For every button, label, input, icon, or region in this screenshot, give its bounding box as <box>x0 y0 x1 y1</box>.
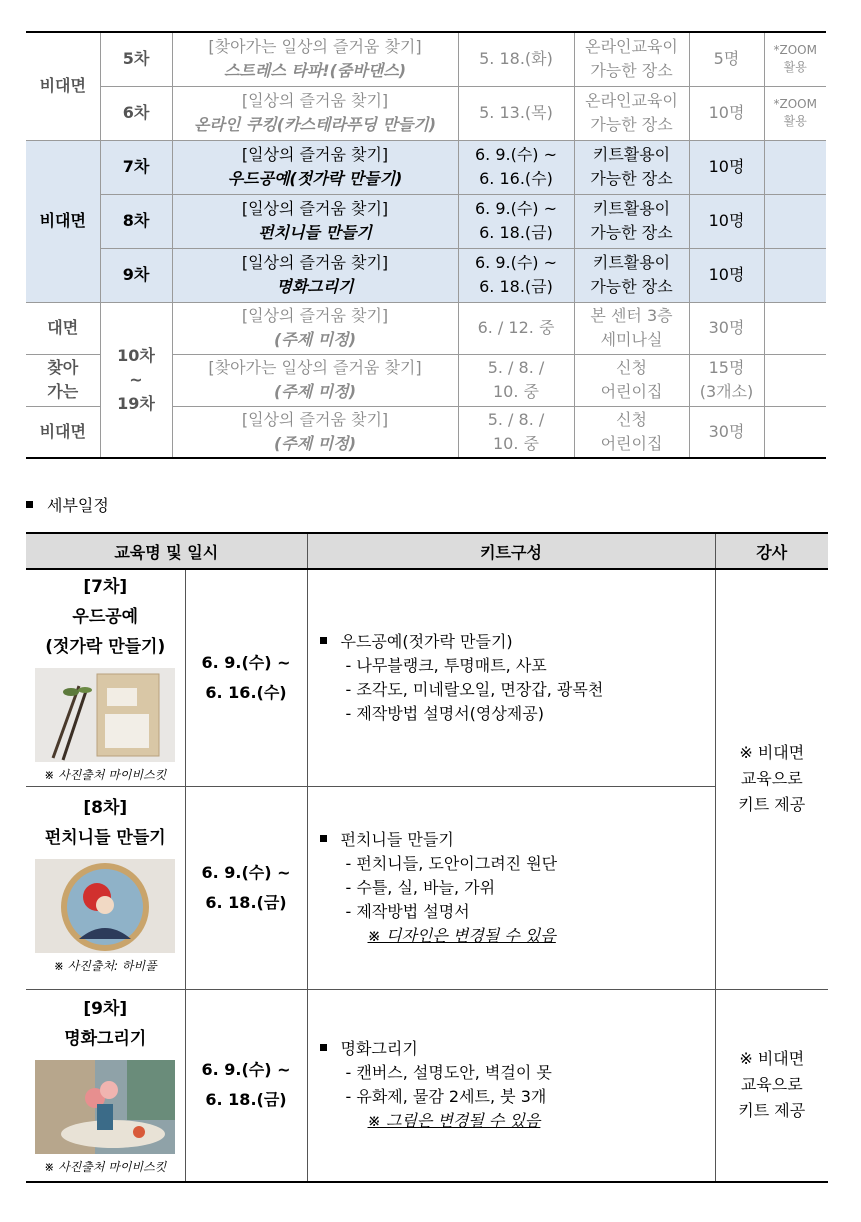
kit-note: ※ 그림은 변경될 수 있음 <box>367 1111 541 1131</box>
kit-head: 우드공예(젓가락 만들기) <box>320 630 713 654</box>
count-label: 5명 <box>713 49 740 69</box>
date-line: 5. / 8. / <box>487 358 545 377</box>
mode-cell <box>26 406 100 458</box>
note-cell <box>764 32 826 86</box>
punch-needle-kit-photo <box>35 859 175 953</box>
course-cell <box>26 786 185 989</box>
place-cell <box>574 302 689 354</box>
count-label: 15명 <box>708 358 745 377</box>
kit-cell <box>307 569 715 786</box>
date-line: 10. 중 <box>493 433 539 453</box>
mode-label: 비대면 <box>39 421 86 441</box>
place-line: 어린이집 <box>600 433 663 453</box>
photo-source: ※ 사진출처: 하비풀 <box>53 958 157 973</box>
course-name: 우드공예 <box>72 607 139 627</box>
title-cell <box>172 32 458 86</box>
date-line: 6. / 12. 중 <box>477 318 555 337</box>
note-cell <box>764 302 826 354</box>
date-line: 5. 13.(목) <box>479 103 553 122</box>
course-cell <box>26 989 185 1182</box>
title-main: 명화그리기 <box>276 277 354 296</box>
date-line: 6. 9.(수) ~ <box>474 145 558 164</box>
title-main: (주제 미정) <box>273 330 357 349</box>
instructor-line: 교육으로 <box>740 769 803 789</box>
round-cell <box>100 86 172 140</box>
painting-kit-photo <box>35 1060 175 1154</box>
title-main: 우드공예(젓가락 만들기) <box>227 169 403 188</box>
header-kit: 키트구성 <box>307 533 715 569</box>
date-cell <box>458 302 574 354</box>
date-cell <box>185 569 307 786</box>
title-top: [일상의 즐거움 찾기] <box>241 409 389 429</box>
date-cell <box>458 140 574 194</box>
mode-cell <box>26 32 100 140</box>
round-label: 7차 <box>122 157 150 176</box>
date-line: 6. 16.(수) <box>479 169 553 188</box>
round-cell <box>100 302 172 458</box>
round-label: ~ <box>129 369 143 389</box>
mode-cell <box>26 354 100 406</box>
title-main: 온라인 쿠킹(카스테라푸딩 만들기) <box>193 115 437 134</box>
date-cell <box>458 406 574 458</box>
title-top: [일상의 즐거움 찾기] <box>241 199 389 218</box>
schedule-row-7 <box>26 140 826 194</box>
round-cell <box>100 194 172 248</box>
date-line: 5. / 8. / <box>487 409 545 429</box>
place-cell <box>574 194 689 248</box>
note-line: *ZOOM <box>773 97 817 111</box>
count-label: 30명 <box>708 421 745 441</box>
place-line: 가능한 장소 <box>590 169 673 188</box>
note-line: *ZOOM <box>773 43 817 58</box>
date-line: 6. 9.(수) ~ <box>201 1060 291 1080</box>
detail-header-row <box>26 533 828 569</box>
photo-source: ※ 사진출처 마이비스킷 <box>44 1159 167 1174</box>
mode-cell <box>26 140 100 302</box>
title-cell <box>172 406 458 458</box>
kit-item: - 나무블랭크, 투명매트, 사포 <box>345 655 547 675</box>
note-cell <box>764 354 826 406</box>
place-line: 온라인교육이 <box>585 37 678 57</box>
kit-item: - 제작방법 설명서(영상제공) <box>345 703 544 723</box>
schedule-row-10 <box>26 302 826 354</box>
date-line: 6. 18.(금) <box>479 277 553 296</box>
place-line: 가능한 장소 <box>590 115 673 134</box>
title-cell <box>172 140 458 194</box>
kit-head: 명화그리기 <box>320 1037 713 1061</box>
count-cell <box>689 354 764 406</box>
title-top: [일상의 즐거움 찾기] <box>241 91 389 110</box>
note-cell <box>764 140 826 194</box>
schedule-row-6 <box>26 86 826 140</box>
header-instructor: 강사 <box>715 533 828 569</box>
count-cell <box>689 32 764 86</box>
date-cell <box>458 194 574 248</box>
count-label: 10명 <box>708 103 745 122</box>
date-cell <box>185 786 307 989</box>
instructor-line: 교육으로 <box>740 1075 803 1095</box>
place-line: 가능한 장소 <box>590 277 673 296</box>
course-round: [8차] <box>83 797 128 818</box>
title-top: [일상의 즐거움 찾기] <box>241 145 389 164</box>
kit-head: 펀치니들 만들기 <box>320 828 713 852</box>
kit-cell <box>307 989 715 1182</box>
title-cell <box>172 194 458 248</box>
kit-item: - 유화제, 물감 2세트, 붓 3개 <box>345 1087 547 1107</box>
course-name: (젓가락 만들기) <box>45 637 166 657</box>
place-line: 가능한 장소 <box>590 223 673 242</box>
schedule-row-9 <box>26 248 826 302</box>
schedule-table <box>26 31 826 459</box>
count-label: 10명 <box>708 157 745 176</box>
instructor-line: ※ 비대면 <box>739 1049 805 1069</box>
date-line: 6. 9.(수) ~ <box>201 652 291 672</box>
note-line: 활용 <box>783 60 807 75</box>
count-label: 10명 <box>708 211 745 230</box>
place-line: 신청 <box>616 409 647 429</box>
count-cell <box>689 248 764 302</box>
instructor-line: 키트 제공 <box>738 795 806 815</box>
note-cell <box>764 248 826 302</box>
place-line: 키트활용이 <box>592 199 671 218</box>
instructor-line: ※ 비대면 <box>739 743 805 763</box>
section-title: 세부일정 <box>47 496 109 515</box>
title-main: (주제 미정) <box>273 382 357 401</box>
date-line: 6. 9.(수) ~ <box>474 253 558 272</box>
place-cell <box>574 248 689 302</box>
round-label: 6차 <box>122 103 150 122</box>
count-cell <box>689 140 764 194</box>
schedule-row-8 <box>26 194 826 248</box>
detail-row-9 <box>26 989 828 1182</box>
count-label: 10명 <box>708 265 745 284</box>
count-label: 30명 <box>708 318 745 337</box>
mode-label: 비대면 <box>39 76 86 96</box>
wood-chopsticks-kit-photo <box>35 668 175 762</box>
title-main: 스트레스 타파!(줌바댄스) <box>223 61 407 81</box>
kit-item: - 조각도, 미네랄오일, 면장갑, 광목천 <box>345 679 604 699</box>
place-line: 어린이집 <box>600 382 663 401</box>
mode-label: 대면 <box>47 318 79 337</box>
instructor-cell <box>715 569 828 989</box>
round-cell <box>100 32 172 86</box>
date-cell <box>458 248 574 302</box>
round-label: 8차 <box>122 211 150 230</box>
round-cell <box>100 140 172 194</box>
mode-label: 가는 <box>47 382 79 401</box>
place-cell <box>574 32 689 86</box>
date-cell <box>458 32 574 86</box>
date-line: 6. 18.(금) <box>205 892 287 912</box>
note-cell <box>764 86 826 140</box>
date-line: 10. 중 <box>493 382 539 401</box>
mode-cell <box>26 302 100 354</box>
kit-item: - 펀치니들, 도안이그려진 원단 <box>345 853 558 873</box>
place-line: 세미나실 <box>600 330 663 349</box>
mode-label: 비대면 <box>39 211 86 230</box>
kit-item: - 수틀, 실, 바늘, 가위 <box>345 877 496 897</box>
count-label: (3개소) <box>699 382 754 401</box>
detail-row-7 <box>26 569 828 786</box>
date-cell <box>458 354 574 406</box>
title-cell <box>172 248 458 302</box>
round-cell <box>100 248 172 302</box>
date-line: 6. 18.(금) <box>205 1090 287 1110</box>
place-line: 키트활용이 <box>592 253 671 272</box>
photo-source: ※ 사진출처 마이비스킷 <box>44 768 167 782</box>
round-label: 19차 <box>117 393 155 413</box>
note-line: 활용 <box>783 114 807 128</box>
place-cell <box>574 354 689 406</box>
date-line: 6. 9.(수) ~ <box>474 199 558 218</box>
date-line: 6. 16.(수) <box>205 682 287 702</box>
date-cell <box>185 989 307 1182</box>
kit-item: - 제작방법 설명서 <box>345 901 470 921</box>
course-name: 펀치니들 만들기 <box>44 827 166 848</box>
place-line: 가능한 장소 <box>590 61 673 81</box>
title-top: [찾아가는 일상의 즐거움 찾기] <box>208 37 422 57</box>
note-cell <box>764 194 826 248</box>
title-cell <box>172 354 458 406</box>
date-line: 6. 9.(수) ~ <box>201 862 291 882</box>
date-line: 5. 18.(화) <box>479 49 553 69</box>
round-label: 5차 <box>122 49 150 69</box>
title-top: [일상의 즐거움 찾기] <box>241 306 389 325</box>
course-name: 명화그리기 <box>64 1028 147 1049</box>
instructor-line: 키트 제공 <box>738 1101 806 1121</box>
place-cell <box>574 86 689 140</box>
schedule-row-5 <box>26 32 826 86</box>
count-cell <box>689 86 764 140</box>
detail-row-8 <box>26 786 828 989</box>
round-label: 10차 <box>117 345 155 365</box>
title-main: (주제 미정) <box>273 433 357 453</box>
place-cell <box>574 406 689 458</box>
count-cell <box>689 406 764 458</box>
count-cell <box>689 302 764 354</box>
kit-item: - 캔버스, 설명도안, 벽걸이 못 <box>345 1063 552 1083</box>
section-header <box>26 493 109 516</box>
detail-table <box>26 532 828 1183</box>
course-round: [9차] <box>83 998 128 1019</box>
place-line: 온라인교육이 <box>585 91 678 110</box>
kit-cell <box>307 786 715 989</box>
place-line: 신청 <box>616 358 647 377</box>
mode-label: 찾아 <box>47 358 79 377</box>
title-cell <box>172 302 458 354</box>
count-cell <box>689 194 764 248</box>
title-top: [일상의 즐거움 찾기] <box>241 253 389 272</box>
course-cell <box>26 569 185 786</box>
round-label: 9차 <box>122 265 150 284</box>
place-line: 키트활용이 <box>592 145 671 164</box>
title-main: 펀치니들 만들기 <box>258 223 372 242</box>
title-cell <box>172 86 458 140</box>
instructor-cell <box>715 989 828 1182</box>
place-cell <box>574 140 689 194</box>
date-cell <box>458 86 574 140</box>
kit-note: ※ 디자인은 변경될 수 있음 <box>367 925 556 945</box>
header-course: 교육명 및 일시 <box>26 533 307 569</box>
date-line: 6. 18.(금) <box>479 223 553 242</box>
place-line: 본 센터 3층 <box>590 306 673 325</box>
course-round: [7차] <box>83 577 128 597</box>
square-bullet-icon <box>26 501 33 508</box>
note-cell <box>764 406 826 458</box>
title-top: [찾아가는 일상의 즐거움 찾기] <box>208 358 422 377</box>
